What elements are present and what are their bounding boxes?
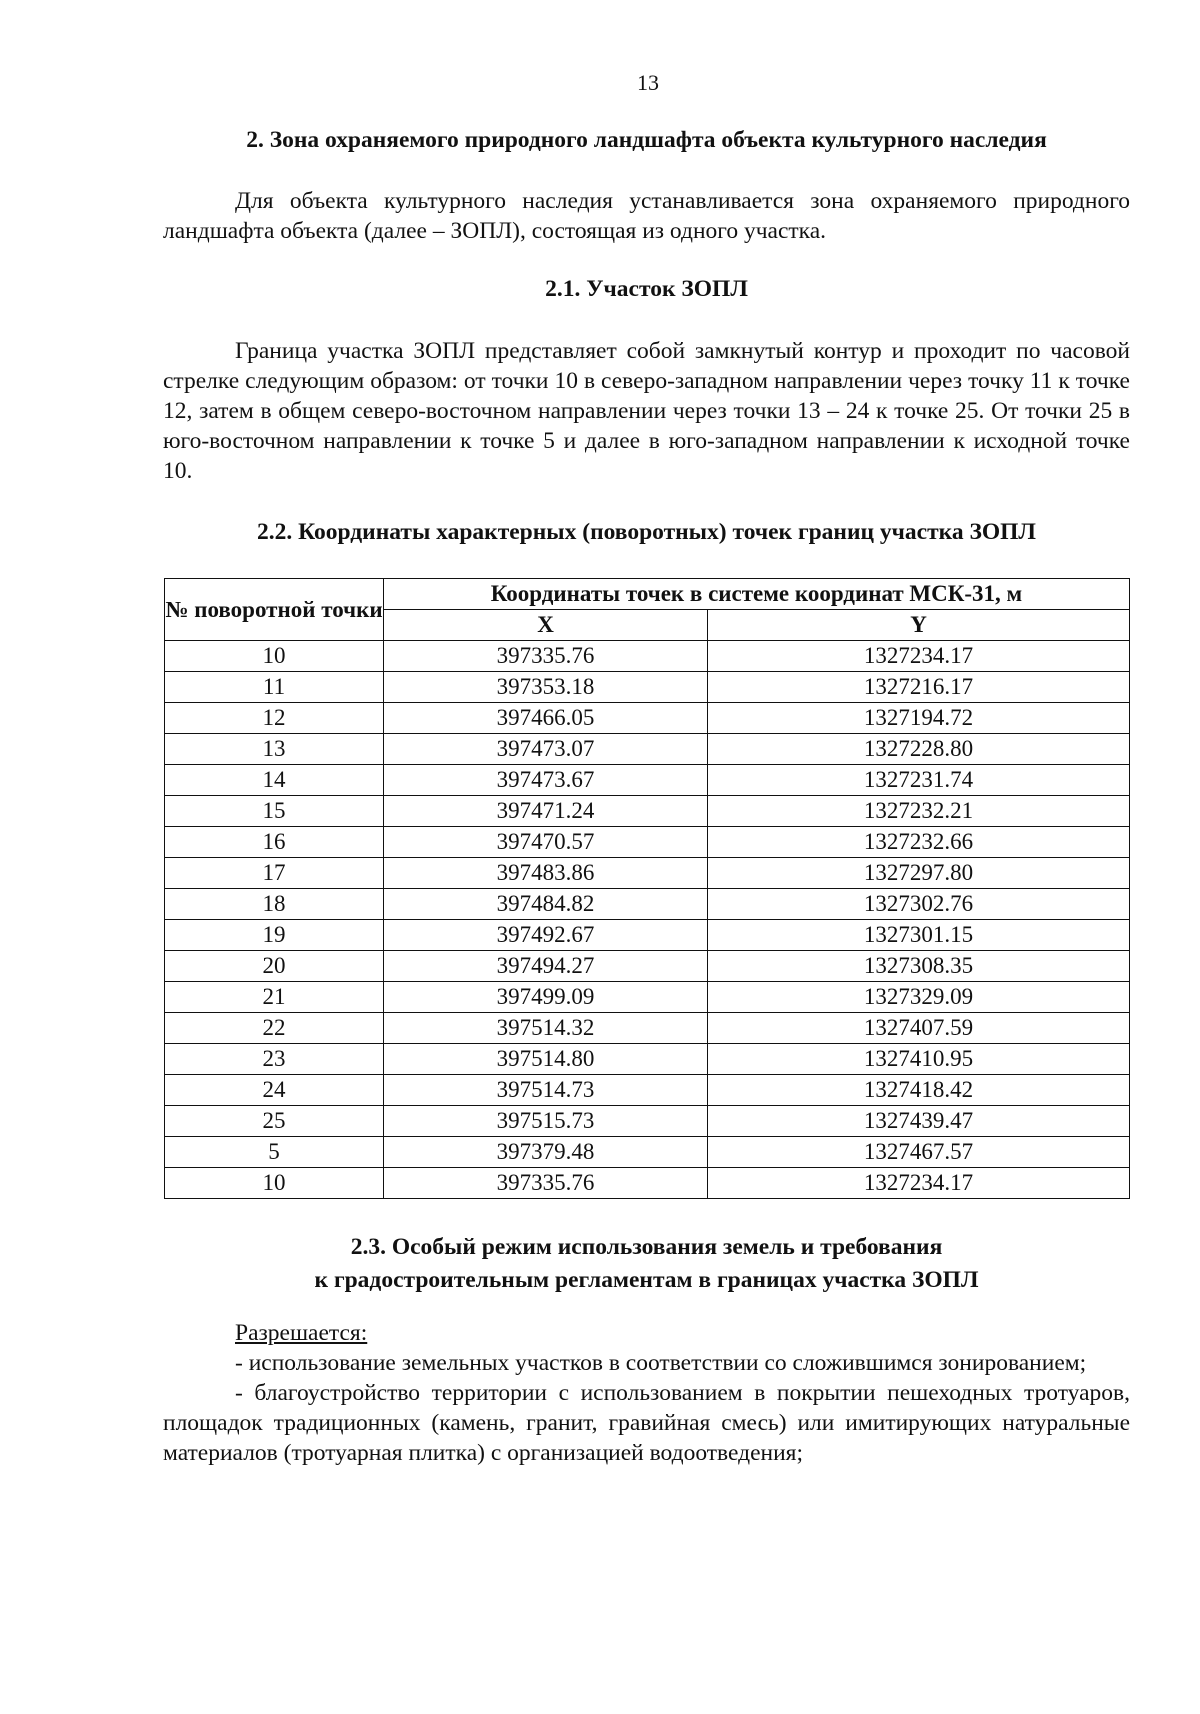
point-number-cell: 10 <box>165 641 384 672</box>
section-2-3-heading-line1: 2.3. Особый режим использования земель и требования <box>350 1234 943 1260</box>
point-number-cell: 14 <box>165 765 384 796</box>
section-2-2-heading: 2.2. Координаты характерных (поворотных) точек границ участка ЗОПЛ <box>257 519 1036 545</box>
point-number-cell: 23 <box>165 1044 384 1075</box>
x-coordinate-cell: 397484.82 <box>384 889 708 920</box>
x-coordinate-cell: 397353.18 <box>384 672 708 703</box>
y-coordinate-cell: 1327216.17 <box>708 672 1130 703</box>
x-coordinate-cell: 397473.07 <box>384 734 708 765</box>
table-row <box>165 703 1130 734</box>
section-2-text: Для объекта культурного наследия устанавливается зона охраняемого природного ландшафта объекта (далее – ЗОПЛ), состоящая из одного участка. <box>163 188 1130 244</box>
page-number: 13 <box>637 70 659 95</box>
y-coordinate-cell: 1327302.76 <box>708 889 1130 920</box>
point-number-cell: 22 <box>165 1013 384 1044</box>
coordinates-table <box>164 578 1130 1199</box>
x-coordinate-cell: 397473.67 <box>384 765 708 796</box>
point-number-cell: 25 <box>165 1106 384 1137</box>
table-row <box>165 1044 1130 1075</box>
x-coordinate-cell: 397335.76 <box>384 641 708 672</box>
table-row <box>165 858 1130 889</box>
point-number-cell: 19 <box>165 920 384 951</box>
table-row <box>165 982 1130 1013</box>
x-coordinate-cell: 397470.57 <box>384 827 708 858</box>
x-coordinate-cell: 397515.73 <box>384 1106 708 1137</box>
y-coordinate-cell: 1327232.66 <box>708 827 1130 858</box>
point-number-cell: 15 <box>165 796 384 827</box>
y-coordinate-cell: 1327194.72 <box>708 703 1130 734</box>
table-row <box>165 920 1130 951</box>
x-coordinate-cell: 397335.76 <box>384 1168 708 1199</box>
x-coordinate-cell: 397379.48 <box>384 1137 708 1168</box>
table-row <box>165 889 1130 920</box>
table-row <box>165 672 1130 703</box>
section-2-3-body <box>163 1318 1130 1468</box>
point-number-cell: 18 <box>165 889 384 920</box>
section-2-1-paragraph <box>163 336 1130 486</box>
y-coordinate-cell: 1327418.42 <box>708 1075 1130 1106</box>
y-coordinate-cell: 1327231.74 <box>708 765 1130 796</box>
table-row <box>165 951 1130 982</box>
header-coordinates: Координаты точек в системе координат МСК-31, м <box>384 579 1130 610</box>
x-coordinate-cell: 397514.73 <box>384 1075 708 1106</box>
section-2-3-heading <box>163 1231 1130 1297</box>
header-point-number: № поворотной точки <box>165 579 384 641</box>
section-2-heading: 2. Зона охраняемого природного ландшафта объекта культурного наследия <box>246 127 1047 153</box>
table-row <box>165 827 1130 858</box>
y-coordinate-cell: 1327301.15 <box>708 920 1130 951</box>
x-coordinate-cell: 397466.05 <box>384 703 708 734</box>
allowed-label: Разрешается: <box>235 1320 368 1346</box>
y-coordinate-cell: 1327232.21 <box>708 796 1130 827</box>
table-row <box>165 1075 1130 1106</box>
allowed-item-1: - использование земельных участков в соответствии со сложившимся зонированием; <box>235 1350 1087 1376</box>
header-y: Y <box>708 610 1130 641</box>
section-2-1-text: Граница участка ЗОПЛ представляет собой замкнутый контур и проходит по часовой стрелке следующим образом: от точки 10 в северо-западном направлении через точку 11 к точке 12, затем в общем северо-восточном направлении через точки 13 – 24 к точке 25. От точки 25 в юго-восточном направлении к точке 5 и далее в юго-западном направлении к исходной точке 10. <box>163 338 1130 484</box>
x-coordinate-cell: 397499.09 <box>384 982 708 1013</box>
y-coordinate-cell: 1327329.09 <box>708 982 1130 1013</box>
point-number-cell: 11 <box>165 672 384 703</box>
header-x: X <box>384 610 708 641</box>
point-number-cell: 24 <box>165 1075 384 1106</box>
point-number-cell: 20 <box>165 951 384 982</box>
table-row <box>165 734 1130 765</box>
y-coordinate-cell: 1327407.59 <box>708 1013 1130 1044</box>
x-coordinate-cell: 397471.24 <box>384 796 708 827</box>
y-coordinate-cell: 1327467.57 <box>708 1137 1130 1168</box>
section-2-1-heading: 2.1. Участок ЗОПЛ <box>545 276 748 302</box>
allowed-item-2: - благоустройство территории с использованием в покрытии пешеходных тротуаров, площадок традиционных (камень, гранит, гравийная смесь) или имитирующих натуральные материалов (тротуарная плитка) с организацией водоотведения; <box>163 1380 1130 1466</box>
y-coordinate-cell: 1327234.17 <box>708 1168 1130 1199</box>
x-coordinate-cell: 397514.80 <box>384 1044 708 1075</box>
point-number-cell: 16 <box>165 827 384 858</box>
x-coordinate-cell: 397492.67 <box>384 920 708 951</box>
table-row <box>165 1013 1130 1044</box>
table-row <box>165 796 1130 827</box>
section-2-paragraph <box>163 186 1130 246</box>
table-row <box>165 1137 1130 1168</box>
table-row <box>165 1168 1130 1199</box>
point-number-cell: 13 <box>165 734 384 765</box>
point-number-cell: 21 <box>165 982 384 1013</box>
table-row <box>165 641 1130 672</box>
table-row <box>165 1106 1130 1137</box>
table-row <box>165 765 1130 796</box>
x-coordinate-cell: 397483.86 <box>384 858 708 889</box>
point-number-cell: 5 <box>165 1137 384 1168</box>
y-coordinate-cell: 1327228.80 <box>708 734 1130 765</box>
point-number-cell: 10 <box>165 1168 384 1199</box>
y-coordinate-cell: 1327410.95 <box>708 1044 1130 1075</box>
x-coordinate-cell: 397514.32 <box>384 1013 708 1044</box>
point-number-cell: 17 <box>165 858 384 889</box>
section-2-3-heading-line2: к градостроительным регламентам в границах участка ЗОПЛ <box>314 1267 979 1293</box>
point-number-cell: 12 <box>165 703 384 734</box>
y-coordinate-cell: 1327308.35 <box>708 951 1130 982</box>
y-coordinate-cell: 1327297.80 <box>708 858 1130 889</box>
x-coordinate-cell: 397494.27 <box>384 951 708 982</box>
y-coordinate-cell: 1327234.17 <box>708 641 1130 672</box>
y-coordinate-cell: 1327439.47 <box>708 1106 1130 1137</box>
